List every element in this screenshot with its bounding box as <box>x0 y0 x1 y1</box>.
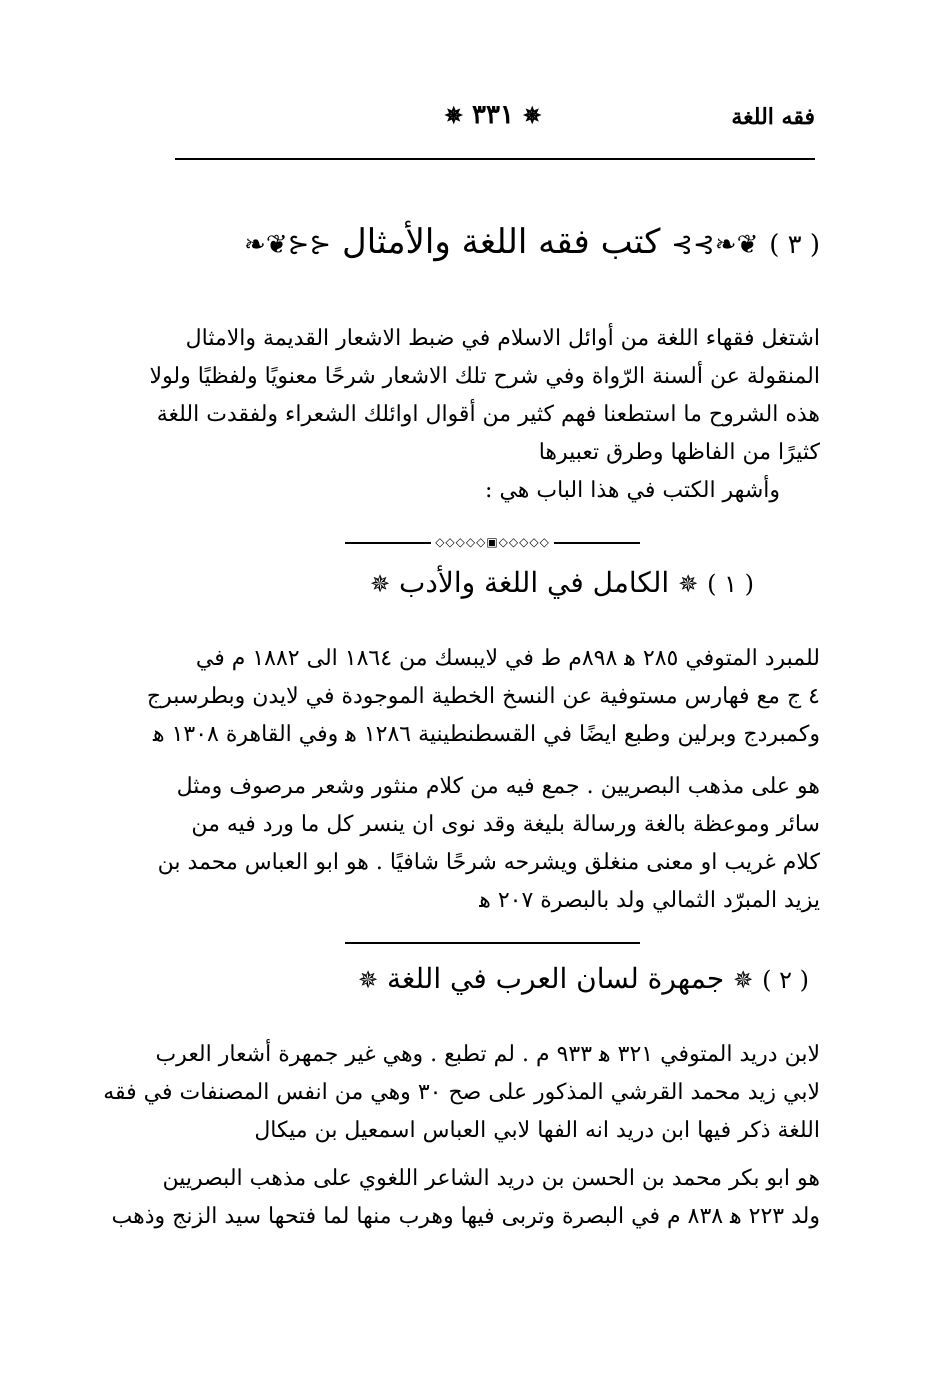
floral-ornament-icon: ❦❧⊱⊱ <box>671 230 759 260</box>
text-line: اشتغل فقهاء اللغة من أوائل الاسلام في ضبط الاشعار القديمة والامثال <box>185 326 820 351</box>
chapter-heading <box>244 222 820 282</box>
section1-bibliography <box>146 640 820 754</box>
page-number-block <box>428 100 558 130</box>
section-heading-2 <box>358 962 809 995</box>
text-line: اللغة ذكر فيها ابن دريد انه الفها لابي العباس اسمعيل بن ميكال <box>254 1118 820 1143</box>
section-divider <box>345 536 640 550</box>
header-rule <box>175 158 815 160</box>
text-line: للمبرد المتوفي ٢٨٥ ﻫ ٨٩٨م ط في لايبسك من ١٨٦٤ الى ١٨٨٢ م في <box>195 646 820 671</box>
chapter-title: كتب فقه اللغة والأمثال <box>342 222 661 262</box>
text-line: لابي زيد محمد القرشي المذكور على صح ٣٠ وهي من انفس المصنفات في فقه <box>103 1080 820 1105</box>
chapter-number: ( ٣ ) <box>769 230 820 260</box>
section-divider <box>345 936 640 950</box>
running-header <box>170 100 815 146</box>
section-heading-1 <box>370 566 754 599</box>
text-line: ولد ٢٢٣ ﻫ ٨٣٨ م في البصرة وتربى فيها وهرب منها لما فتحها سيد الزنج وذهب <box>111 1204 820 1229</box>
text-line: وكمبردج وبرلين وطبع ايضًا في القسطنطينية ١٢٨٦ ﻫ وفي القاهرة ١٣٠٨ ﻫ <box>153 722 820 747</box>
star-ornament-icon: ✵ <box>370 570 391 598</box>
section-number: ( ٢ ) <box>762 966 810 994</box>
text-line: المنقولة عن ألسنة الرّواة وفي شرح تلك الاشعار شرحًا معنويًا ولفظيًا ولولا <box>149 364 820 389</box>
section-number: ( ١ ) <box>707 570 754 598</box>
text-line: يزيد المبرّد الثمالي ولد بالبصرة ٢٠٧ ﻫ <box>479 888 820 913</box>
divider-ornament-icon: ◇◇◇◇◇▣◇◇◇◇◇ <box>431 535 554 549</box>
intro-paragraph <box>149 320 820 510</box>
star-ornament-icon: ✵ <box>444 103 463 129</box>
section-title: الكامل في اللغة والأدب <box>399 566 670 599</box>
text-line: ٤ ج مع فهارس مستوفية عن النسخ الخطية الموجودة في لايدن وبطرسبرج <box>146 684 820 709</box>
section2-description <box>111 1160 820 1236</box>
text-line: لابن دريد المتوفي ٣٢١ ﻫ ٩٣٣ م . لم تطبع . وهي غير جمهرة أشعار العرب <box>155 1042 820 1067</box>
floral-ornament-icon: ⊰⊰❦❧ <box>244 230 332 260</box>
section-title: جمهرة لسان العرب في اللغة <box>387 962 725 995</box>
star-ornament-icon: ✵ <box>358 966 379 994</box>
text-line: هو على مذهب البصريين . جمع فيه من كلام منثور وشعر مرصوف ومثل <box>176 774 820 799</box>
text-line: وأشهر الكتب في هذا الباب هي : <box>485 478 780 503</box>
text-line: كلام غريب او معنى منغلق ويشرحه شرحًا شافيًا . هو ابو العباس محمد بن <box>157 850 820 875</box>
section2-bibliography <box>103 1036 820 1150</box>
text-line: كثيرًا من الفاظها وطرق تعبيرها <box>538 440 820 465</box>
text-line: سائر وموعظة بالغة ورسالة بليغة وقد نوى ان ينسر كل ما ورد فيه من <box>191 812 820 837</box>
star-ornament-icon: ✵ <box>733 966 754 994</box>
star-ornament-icon: ✵ <box>678 570 699 598</box>
text-line: هو ابو بكر محمد بن الحسن بن دريد الشاعر اللغوي على مذهب البصريين <box>162 1166 820 1191</box>
text-line: هذه الشروح ما استطعنا فهم كثير من أقوال اوائلك الشعراء ولفقدت اللغة <box>156 402 820 427</box>
star-ornament-icon: ✵ <box>523 103 542 129</box>
page-number: ٣٣١ <box>472 100 514 130</box>
running-title: فقه اللغة <box>731 104 815 130</box>
section1-description <box>157 768 820 920</box>
